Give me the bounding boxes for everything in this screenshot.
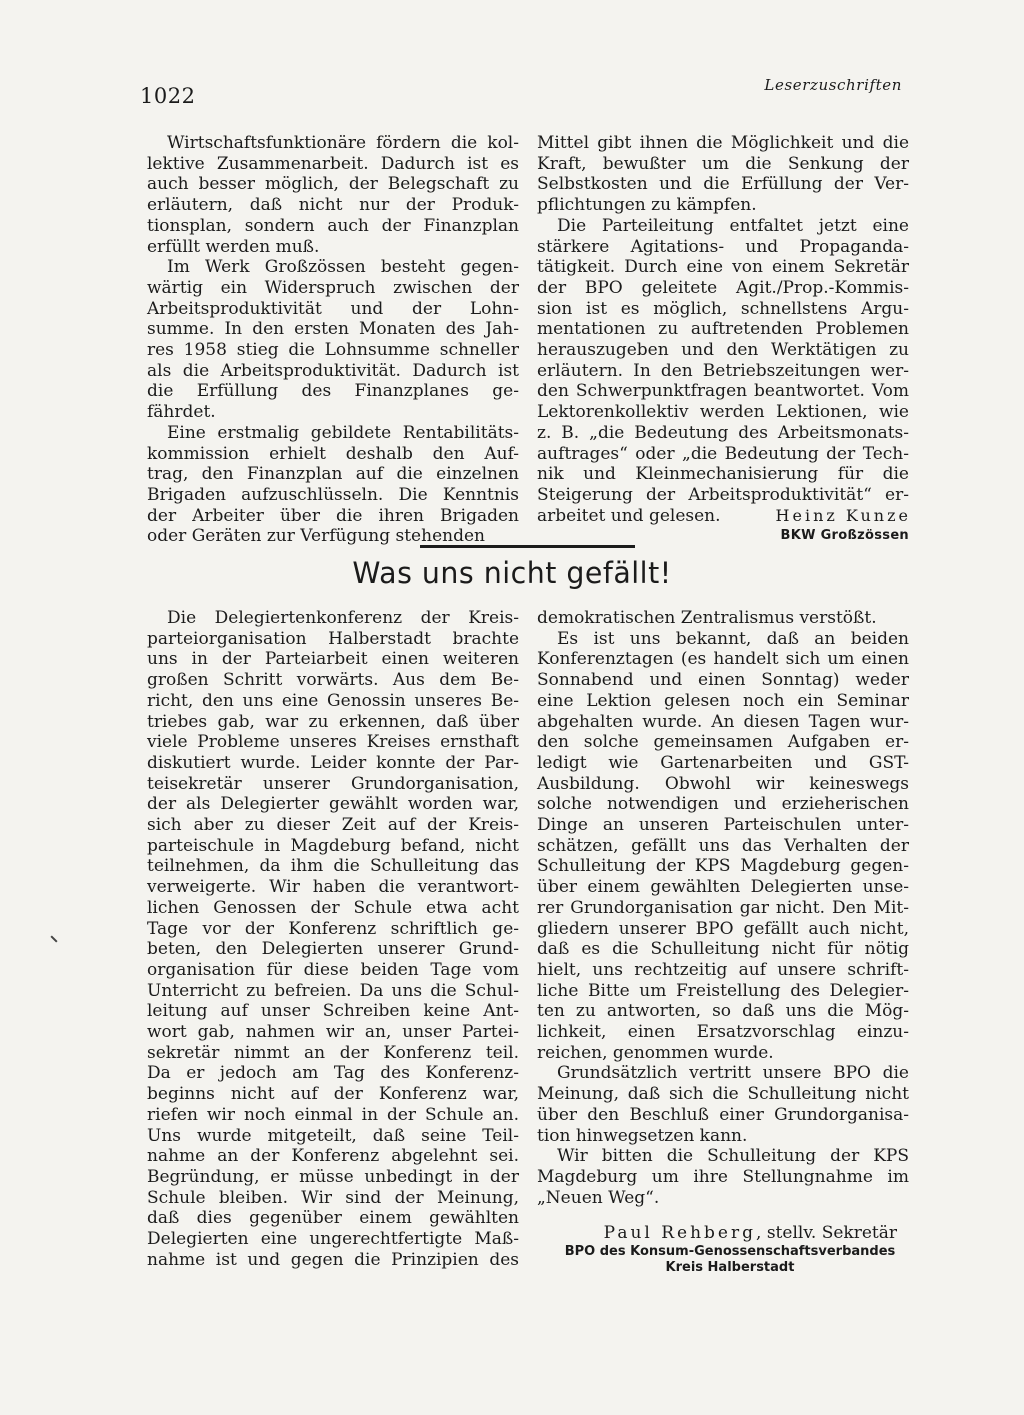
article1-left-column [147,133,519,547]
text-line: lektive Zusammenarbeit. Dadurch ist es [147,153,519,174]
text-line: Ausbildung. Obwohl wir keineswegs [537,773,909,794]
text-line: den Schwerpunktfragen beantwortet. Vom [537,381,909,402]
text-line: Tage vor der Konferenz schriftlich ge- [147,918,519,939]
article2-signature [537,1222,909,1276]
text-line: fährdet. [147,402,216,423]
page-number: 1022 [140,84,196,108]
text-line: die Erfüllung des Finanzplanes ge- [147,381,519,402]
text-line: der BPO geleitete Agit./Prop.-Kommis- [537,277,909,298]
text-line: lichen Genossen der Schule etwa acht [147,897,519,918]
text-line: der als Delegierter gewählt worden war, [147,794,519,815]
text-line: summe. In den ersten Monaten des Jah- [147,319,519,340]
text-line: großen Schritt vorwärts. Aus dem Be- [147,670,519,691]
text-line: Wir bitten die Schulleitung der KPS [557,1146,909,1167]
text-line: riefen wir noch einmal in der Schule an. [147,1104,519,1125]
running-head: Leserzuschriften [764,76,902,94]
text-line: tionsplan, sondern auch der Finanzplan [147,215,519,236]
text-line: Meinung, daß sich die Schulleitung nicht [537,1084,909,1105]
text-line: daß es die Schulleitung nicht für nötig [537,939,909,960]
text-line: Da er jedoch am Tag des Konferenz- [147,1063,519,1084]
text-line: teisekretär unserer Grundorganisation, [147,773,519,794]
text-line: Uns wurde mitgeteilt, daß seine Teil- [147,1125,519,1146]
section-divider [420,545,635,548]
text-line: Wirtschaftsfunktionäre fördern die kol- [167,133,519,153]
text-line: nahme ist und gegen die Prinzipien des [147,1249,519,1270]
text-line: solche notwendigen und erzieherischen [537,794,909,815]
text-line: wärtig ein Widerspruch zwischen der [147,277,519,298]
text-line: reichen, genommen wurde. [537,1042,774,1063]
text-line: Im Werk Großzössen besteht gegen- [167,257,519,278]
text-line: als die Arbeitsproduktivität. Dadurch ist [147,360,519,381]
text-line: organisation für diese beiden Tage vom [147,959,519,980]
text-line: Brigaden aufzuschlüsseln. Die Kenntnis [147,484,519,505]
text-line: stärkere Agitations- und Propaganda- [537,236,909,257]
text-line: parteiorganisation Halberstadt brachte [147,628,519,649]
text-line: nik und Kleinmechanisierung für die [537,464,909,485]
text-line: sich aber zu dieser Zeit auf der Kreis- [147,815,519,836]
text-line: Die Parteileitung entfaltet jetzt eine [557,215,909,236]
text-line: Es ist uns bekannt, daß an beiden [557,628,909,649]
text-line: Die Delegiertenkonferenz der Kreis- [167,608,519,628]
text-line: Eine erstmalig gebildete Rentabilitäts- [167,422,519,443]
text-line: kommission erhielt deshalb den Auf- [147,443,519,464]
text-line: über einem gewählten Delegierten unse- [537,877,909,898]
text-line: beten, den Delegierten unserer Grund- [147,939,519,960]
text-line: mentationen zu auftretenden Problemen [537,319,909,340]
text-line: Mittel gibt ihnen die Möglichkeit und die [537,133,909,153]
text-line: hielt, uns rechtzeitig auf unsere schrift- [537,959,909,980]
text-line: res 1958 stieg die Lohnsumme schneller [147,340,519,361]
article2-author: Paul Rehberg [603,1223,757,1244]
article2-left-text [147,608,519,1271]
text-line: uns in der Parteiarbeit einen weiteren [147,649,519,670]
text-line: leitung auf unser Schreiben keine Ant- [147,1001,519,1022]
text-line: teilnehmen, da ihm die Schulleitung das [147,856,519,877]
text-line: liche Bitte um Freistellung des Delegier- [537,980,909,1001]
text-line: „Neuen Weg“. [537,1187,660,1208]
article2-author-row [537,1222,909,1244]
text-line: Schulleitung der KPS Magdeburg gegen- [537,856,909,877]
article2-right-column [537,608,909,1276]
text-line: ten zu antworten, so daß uns die Mög- [537,1001,909,1022]
article1-affiliation: BKW Großzössen [780,528,909,544]
text-line: Begründung, er müsse unbedingt in der [147,1166,519,1187]
text-line: richt, den uns eine Genossin unseres Be- [147,690,519,711]
text-line: diskutiert wurde. Leider konnte der Par- [147,752,519,773]
article2-right-text [537,608,909,1208]
text-line: viele Probleme unseres Kreises ernsthaft [147,732,519,753]
text-line: demokratischen Zentralismus verstößt. [537,608,877,628]
article1-left-text [147,133,519,547]
text-line: z. B. „die Bedeutung des Arbeitsmonats- [537,422,909,443]
text-line: Magdeburg um ihre Stellungnahme im [537,1166,909,1187]
text-line: ledigt wie Gartenarbeiten und GST- [537,752,909,773]
text-line: parteischule in Magdeburg befand, nicht [147,835,519,856]
text-line: herauszugeben und den Werktätigen zu [537,340,909,361]
text-line: Grundsätzlich vertritt unsere BPO die [557,1063,909,1084]
text-line: tätigkeit. Durch eine von einem Sekretär [537,257,909,278]
text-line: Arbeitsproduktivität und der Lohn- [147,298,519,319]
text-line: lichkeit, einen Ersatzvorschlag einzu- [537,1022,909,1043]
article1-closing-text: arbeitet und gelesen. [537,505,721,526]
text-line: Delegierten eine ungerechtfertigte Maß- [147,1229,519,1250]
text-line: sekretär nimmt an der Konferenz teil. [147,1042,519,1063]
article1-author: Heinz Kunze [775,505,911,525]
text-line: der Arbeiter über die ihren Brigaden [147,505,519,526]
text-line: Sonnabend und einen Sonntag) weder [537,670,909,691]
text-line: Dinge an unseren Parteischulen unter- [537,815,909,836]
text-line: rer Grundorganisation gar nicht. Den Mit- [537,897,909,918]
text-line: gliedern unserer BPO gefällt auch nicht, [537,918,909,939]
text-line: Unterricht zu befreien. Da uns die Schul- [147,980,519,1001]
text-line: Konferenztagen (es handelt sich um einen [537,649,909,670]
text-line: erläutern, daß nicht nur der Produk- [147,195,519,216]
text-line: pflichtungen zu kämpfen. [537,195,757,216]
article1-right-text [537,133,909,506]
article2-org-line1: BPO des Konsum-Genossenschaftsverbandes [564,1244,896,1260]
text-line: abgehalten wurde. An diesen Tagen wur- [537,711,909,732]
text-line: eine Lektion gelesen noch ein Seminar [537,690,909,711]
text-line: nahme an der Konferenz abgelehnt sei. [147,1146,519,1167]
text-line: beginns nicht auf der Konferenz war, [147,1084,519,1105]
text-line: erläutern. In den Betriebszeitungen wer- [537,360,909,381]
text-line: verweigerte. Wir haben die verantwort- [147,877,519,898]
text-line: Lektorenkollektiv werden Lektionen, wie [537,402,909,423]
text-line: tion hinwegsetzen kann. [537,1125,748,1146]
text-line: oder Geräten zur Verfügung stehenden [147,526,485,547]
text-line: daß dies gegenüber einem gewählten [147,1208,519,1229]
article1-signature-line [537,506,909,527]
text-line: wort gab, nahmen wir an, unser Partei- [147,1022,519,1043]
text-line: Schule bleiben. Wir sind der Meinung, [147,1187,519,1208]
article2-org-line2: Kreis Halberstadt [665,1260,795,1276]
text-line: auftrages“ oder „die Bedeutung der Tech- [537,443,909,464]
text-line: den solche gemeinsamen Aufgaben er- [537,732,909,753]
text-line: schätzen, gefällt uns das Verhalten der [537,835,909,856]
text-line: Kraft, bewußter um die Senkung der [537,153,909,174]
text-line: auch besser möglich, der Belegschaft zu [147,174,519,195]
article1-right-column [537,133,909,543]
article2-author-role: , stellv. Sekretär [756,1223,897,1244]
scan-mark [50,935,57,942]
text-line: trag, den Finanzplan auf die einzelnen [147,464,519,485]
text-line: sion ist es möglich, schnellstens Argu- [537,298,909,319]
text-line: über den Beschluß einer Grundorganisa- [537,1104,909,1125]
text-line: Selbstkosten und die Erfüllung der Ver- [537,174,909,195]
article2-left-column [147,608,519,1271]
text-line: triebes gab, war zu erkennen, daß über [147,711,519,732]
text-line: erfüllt werden muß. [147,236,320,257]
article2-headline: Was uns nicht gefällt! [352,556,672,590]
text-line: Steigerung der Arbeitsproduktivität“ er- [537,484,909,505]
